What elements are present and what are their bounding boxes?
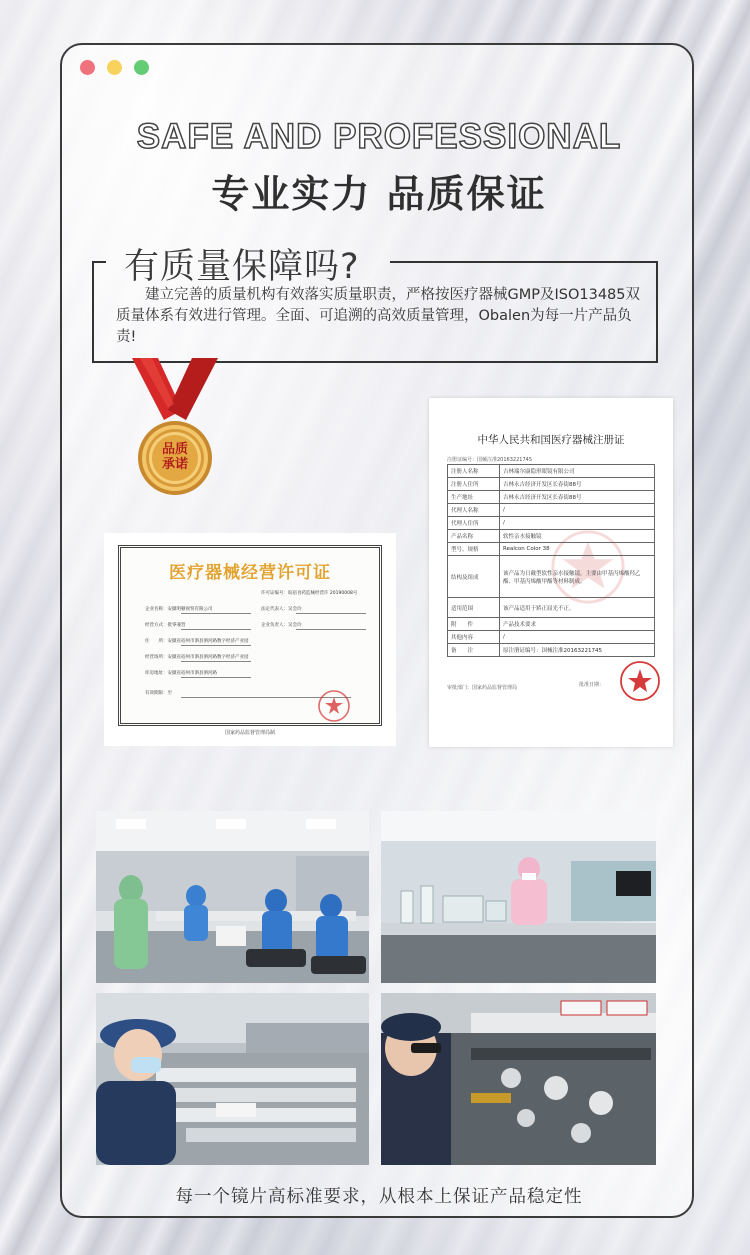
quality-section — [92, 247, 658, 363]
medal-text-line1: 品质 — [161, 442, 188, 457]
license-validity: 有效期限：至 — [145, 691, 172, 696]
medal-text-line2: 承诺 — [161, 457, 188, 472]
license-row-value: 安徽明顿视贸有限公司 — [167, 607, 213, 612]
row-value: 原注册证编号：国械注准20163221745 — [500, 644, 655, 657]
title-english: SAFE AND PROFESSIONAL — [136, 117, 622, 156]
row-value: 软性亲水接触镜 — [500, 530, 655, 543]
row-key: 附 件 — [448, 618, 500, 631]
green-dot-icon — [134, 60, 149, 75]
yellow-dot-icon — [107, 60, 122, 75]
divider — [296, 629, 366, 630]
title-chinese: 专业实力 品质保证 — [211, 172, 547, 216]
row-key: 生产地址 — [448, 491, 500, 504]
license-row-value: 安徽省宿州市泗县泗河路数字经济产业园 — [167, 655, 249, 660]
business-license-certificate — [104, 533, 396, 746]
row-value: 吉林永吉经济开发区长春街88号 — [500, 478, 655, 491]
license-no-value: 皖宿食药监械经营许 20190008号 — [288, 591, 358, 596]
registration-certificate — [429, 398, 673, 747]
license-row-value: 安徽省宿州市泗县泗河路数字经济产业园 — [167, 639, 249, 644]
table-row — [448, 491, 655, 504]
red-dot-icon — [80, 60, 95, 75]
bottom-caption: 每一个镜片高标准要求，从根本上保证产品稳定性 — [175, 1187, 583, 1207]
divider — [181, 661, 251, 662]
divider — [92, 261, 106, 263]
official-seal-icon — [619, 660, 661, 702]
license-row-label: 经营方式： — [145, 623, 168, 628]
table-row — [448, 631, 655, 644]
table-row — [448, 556, 655, 598]
table-row — [448, 465, 655, 478]
license-row — [145, 622, 186, 628]
license-row-value: 吴会玲 — [288, 623, 302, 628]
registration-cert-table — [447, 464, 655, 657]
row-value: Realcon Color 38 — [500, 543, 655, 556]
license-cert-number — [261, 590, 357, 596]
license-row-label: 库房地址： — [145, 671, 168, 676]
license-row — [261, 622, 302, 628]
table-row — [448, 598, 655, 618]
table-row — [448, 530, 655, 543]
divider — [181, 677, 251, 678]
quality-description: 建立完善的质量机构有效落实质量职责，严格按医疗器械GMP及ISO13485双质量体系有效进行管理。全面、可追溯的高效质量管理，Obalen为每一片产品负责! — [116, 287, 641, 345]
registration-cert-number: 注册证编号：国械注准20163221745 — [447, 457, 532, 463]
license-row-value: 批零兼营 — [167, 623, 186, 628]
license-row — [261, 606, 302, 612]
divider — [181, 645, 251, 646]
row-value: 吉林永吉经济开发区长春街88号 — [500, 491, 655, 504]
table-row — [448, 478, 655, 491]
divider — [296, 613, 366, 614]
license-row-label: 企业负责人： — [261, 623, 288, 628]
license-row — [145, 606, 213, 612]
table-row — [448, 517, 655, 530]
row-key: 代理人住所 — [448, 517, 500, 530]
assembly-line-worker-photo — [96, 993, 369, 1165]
row-value: 产品技术要求 — [500, 618, 655, 631]
row-key: 代理人名称 — [448, 504, 500, 517]
row-key: 结构及组成 — [448, 556, 500, 598]
table-row — [448, 504, 655, 517]
license-row-label: 法定代表人： — [261, 607, 288, 612]
row-key: 适用范围 — [448, 598, 500, 618]
quality-medal-icon — [130, 358, 220, 498]
row-value: 该产品适用于矫正屈光不正。 — [500, 598, 655, 618]
license-row-value: 安徽省宿州市泗县泗河路 — [167, 671, 217, 676]
row-value: / — [500, 504, 655, 517]
row-key: 备 注 — [448, 644, 500, 657]
row-key: 注册人住所 — [448, 478, 500, 491]
license-row-label: 经营场所： — [145, 655, 168, 660]
divider — [390, 261, 658, 263]
registration-cert-date-label: 批准日期： — [579, 682, 605, 688]
cleanroom-workers-photo — [96, 811, 369, 983]
license-row — [145, 670, 217, 676]
license-row-label: 企业名称： — [145, 607, 168, 612]
license-issuer: 国家药品监督管理局制 — [224, 730, 275, 736]
registration-cert-title: 中华人民共和国医疗器械注册证 — [477, 434, 625, 446]
row-key: 注册人名称 — [448, 465, 500, 478]
license-no-label: 许可证编号： — [261, 591, 288, 596]
license-seal-icon — [317, 689, 351, 723]
license-row — [145, 654, 249, 660]
license-row-value: 吴会玲 — [288, 607, 302, 612]
row-value: / — [500, 631, 655, 644]
content-card — [60, 43, 694, 1218]
registration-cert-authority: 审批部门：国家药品监督管理局 — [447, 685, 518, 691]
license-row — [145, 638, 249, 644]
window-dots — [80, 60, 149, 75]
table-row — [448, 644, 655, 657]
quality-heading: 有质量保障吗? — [124, 247, 360, 287]
row-value: 该产品为日戴型软性亲水接触镜，主要由甲基丙烯酸羟乙酯、甲基丙烯酸甲酯等材料制成。 — [500, 556, 655, 598]
divider — [181, 613, 251, 614]
lab-technician-photo — [381, 811, 656, 983]
row-value: 吉林瑞尔康隐形眼镜有限公司 — [500, 465, 655, 478]
row-key: 产品名称 — [448, 530, 500, 543]
row-value: / — [500, 517, 655, 530]
table-row — [448, 543, 655, 556]
row-key: 其他内容 — [448, 631, 500, 644]
divider — [181, 629, 251, 630]
table-row — [448, 618, 655, 631]
license-cert-title: 医疗器械经营许可证 — [169, 563, 331, 583]
production-machine-photo — [381, 993, 656, 1165]
row-key: 型号、规格 — [448, 543, 500, 556]
license-row-label: 住 所： — [145, 639, 168, 644]
